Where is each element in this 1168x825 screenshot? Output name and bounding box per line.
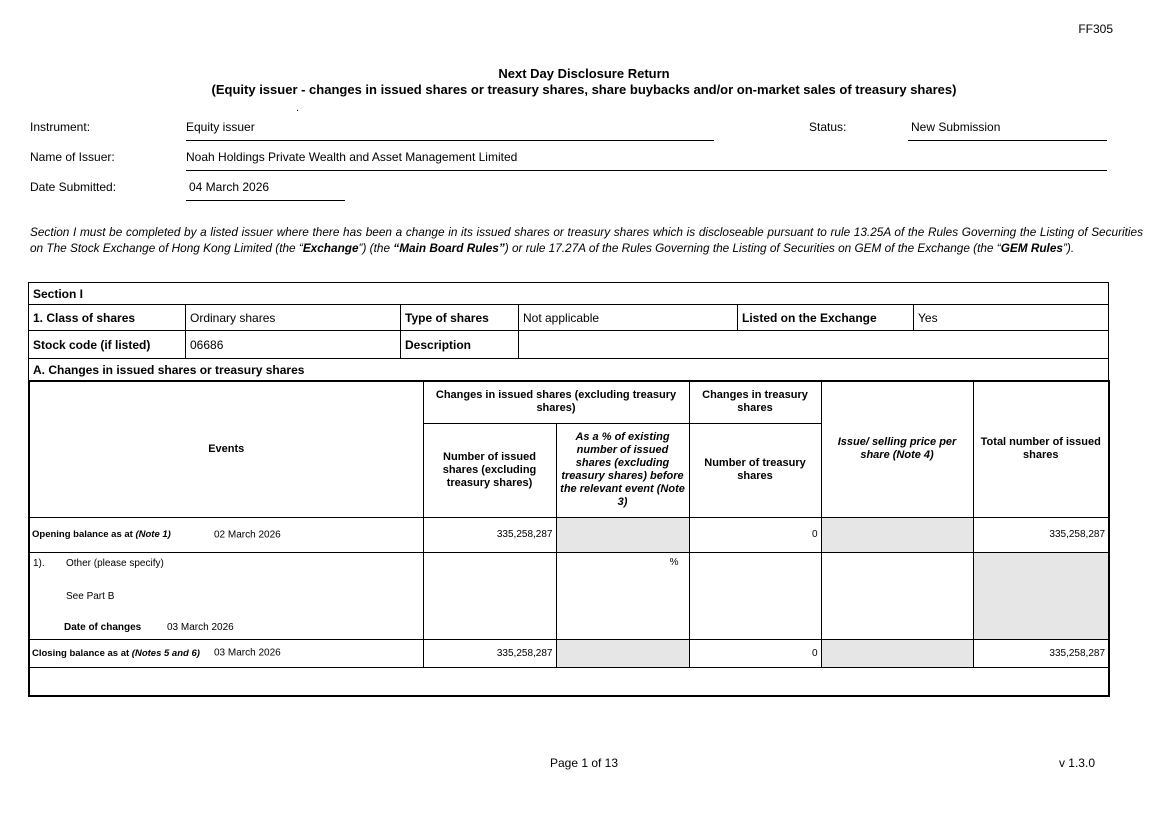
closing-balance-event-cell <box>29 639 423 667</box>
type-of-shares-label: Type of shares <box>401 305 519 331</box>
closing-balance-label: Closing balance as at (Notes 5 and 6) <box>32 647 200 659</box>
other-event-label: Other (please specify) <box>66 557 164 569</box>
page-indicator: Page 1 of 13 <box>549 756 619 770</box>
instrument-value: Equity issuer <box>186 120 255 134</box>
date-submitted-underline <box>186 200 345 201</box>
section1-header-row <box>29 283 1109 305</box>
stock-code-label: Stock code (if listed) <box>29 331 186 359</box>
issuer-name-label: Name of Issuer: <box>30 150 115 164</box>
stock-code-row <box>29 331 1109 359</box>
events-table <box>28 380 1110 697</box>
part-a-row <box>29 359 1109 382</box>
title-line-2: (Equity issuer - changes in issued shares or treasury shares, share buybacks and/or on-market sales of treasury shares) <box>211 82 957 97</box>
empty-bottom-cell <box>29 667 1109 696</box>
opening-balance-event-cell <box>29 517 423 552</box>
issuer-name-underline <box>186 170 1107 171</box>
other-num-treasury-cell <box>689 552 821 639</box>
stock-code-value: 06686 <box>186 331 401 359</box>
other-num-issued-cell <box>423 552 556 639</box>
events-header: Events <box>29 381 423 517</box>
date-submitted-label: Date Submitted: <box>30 180 117 194</box>
changes-issued-group-header: Changes in issued shares (excluding treasury shares) <box>423 381 689 423</box>
closing-pct-cell-shaded <box>556 639 689 667</box>
closing-num-issued: 335,258,287 <box>423 639 556 667</box>
closing-num-treasury: 0 <box>689 639 821 667</box>
num-treasury-header: Number of treasury shares <box>689 423 821 517</box>
num-issued-header: Number of issued shares (excluding treasury shares) <box>423 423 556 517</box>
issue-price-header: Issue/ selling price per share (Note 4) <box>821 381 973 517</box>
opening-num-treasury: 0 <box>689 517 821 552</box>
description-label: Description <box>401 331 519 359</box>
closing-balance-row <box>29 639 1109 667</box>
description-value <box>519 331 1109 359</box>
opening-issue-price-cell-shaded <box>821 517 973 552</box>
status-value: New Submission <box>911 120 1001 134</box>
stray-mark: . <box>296 102 300 114</box>
other-event-index: 1). <box>33 557 45 569</box>
opening-balance-date: 02 March 2026 <box>214 529 281 540</box>
part-a-title: A. Changes in issued shares or treasury shares <box>29 359 1109 382</box>
other-total-issued-cell-shaded <box>973 552 1109 639</box>
intro-paragraph: Section I must be completed by a listed issuer where there has been a change in its issued shares or treasury shares which is discloseable pursuant to rule 13.25A of the Rules Governing the Listing of Securities on The Stock Exchange of Hong Kong Limited (the “Exchange”) (the “Main Board Rules”) or rule 17.27A of the Rules Governing the Listing of Securities on GEM of the Exchange (the “GEM Rules”). <box>30 225 1143 255</box>
opening-pct-cell-shaded <box>556 517 689 552</box>
document-title <box>0 66 1168 98</box>
other-event-detail: See Part B <box>66 590 115 602</box>
issuer-name-value: Noah Holdings Private Wealth and Asset Management Limited <box>186 150 518 164</box>
date-of-changes-label: Date of changes <box>64 621 142 633</box>
title-line-1: Next Day Disclosure Return <box>498 66 670 81</box>
status-label: Status: <box>809 120 847 134</box>
form-code: FF305 <box>1078 22 1113 36</box>
events-header-row-1 <box>29 381 1109 423</box>
version-label: v 1.3.0 <box>1058 756 1095 770</box>
opening-num-issued: 335,258,287 <box>423 517 556 552</box>
closing-total-issued: 335,258,287 <box>973 639 1109 667</box>
class-of-shares-row <box>29 305 1109 331</box>
instrument-underline <box>186 140 714 141</box>
closing-issue-price-cell-shaded <box>821 639 973 667</box>
listed-on-exchange-label: Listed on the Exchange <box>738 305 914 331</box>
other-issue-price-cell <box>821 552 973 639</box>
type-of-shares-value: Not applicable <box>519 305 738 331</box>
class-of-shares-value: Ordinary shares <box>186 305 401 331</box>
opening-total-issued: 335,258,287 <box>973 517 1109 552</box>
empty-bottom-row <box>29 667 1109 696</box>
listed-on-exchange-value: Yes <box>914 305 1109 331</box>
class-of-shares-label: 1. Class of shares <box>29 305 186 331</box>
section1-title: Section I <box>29 283 1109 305</box>
closing-balance-date: 03 March 2026 <box>214 647 281 659</box>
date-submitted-value: 04 March 2026 <box>189 180 270 194</box>
other-event-row <box>29 552 1109 639</box>
opening-balance-row <box>29 517 1109 552</box>
instrument-label: Instrument: <box>30 120 91 134</box>
status-underline <box>908 140 1107 141</box>
changes-treasury-group-header: Changes in treasury shares <box>689 381 821 423</box>
other-event-cell <box>29 552 423 639</box>
other-pct-cell: % <box>556 552 689 639</box>
date-of-changes-value: 03 March 2026 <box>167 621 234 633</box>
section1-table <box>28 282 1109 382</box>
opening-balance-label: Opening balance as at (Note 1) <box>32 529 171 540</box>
total-issued-header: Total number of issued shares <box>973 381 1109 517</box>
pct-existing-header: As a % of existing number of issued shares (excluding treasury shares) before the relevant event (Note 3) <box>556 423 689 517</box>
